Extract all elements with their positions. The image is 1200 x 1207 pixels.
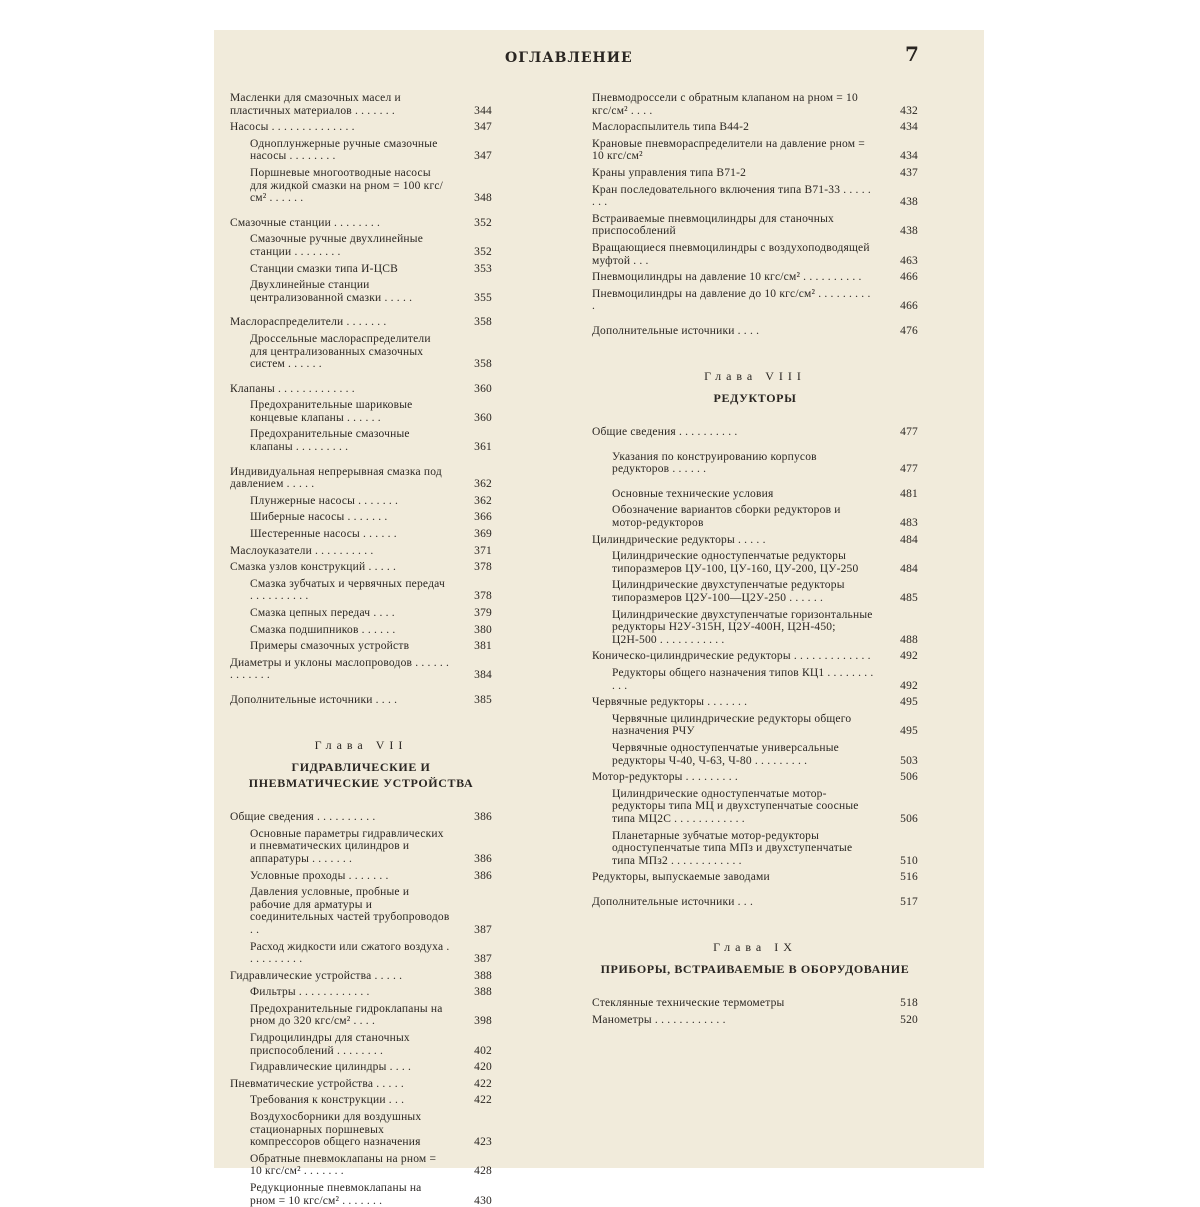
toc-entry-title: Смазка цепных передач . . . .	[250, 607, 395, 619]
toc-entry	[230, 1078, 492, 1091]
toc-entry-page: 386	[474, 852, 492, 865]
toc-entry	[592, 696, 918, 709]
toc-entry	[230, 970, 492, 983]
toc-entry-title: Гидроцилиндры для станочных приспособлений . . . . . . . .	[250, 1032, 410, 1057]
toc-entry	[230, 941, 492, 966]
toc-entry	[592, 242, 918, 267]
toc-entry	[592, 426, 918, 439]
toc-entry-title: Насосы . . . . . . . . . . . . . .	[230, 121, 355, 134]
toc-entry-page: 398	[474, 1015, 492, 1028]
toc-entry	[592, 667, 918, 692]
toc-entry	[230, 263, 492, 276]
toc-list-left	[230, 92, 492, 707]
toc-entry-page: 463	[900, 254, 918, 267]
toc-entry-title: Основные параметры гидравлических и пневматических цилиндров и аппаратуры . . . . . . .	[250, 827, 444, 865]
toc-entry-page: 347	[474, 150, 492, 163]
toc-entry-title: Цилиндрические двухступенчатые горизонтальные редукторы Н2У-315Н, Ц2У-400Н, Ц2Н-450; Ц2Н-500 . . . . . . . . . . .	[612, 608, 873, 646]
toc-entry-title: Предохранительные гидроклапаны на pном до 320 кгс/см² . . . .	[250, 1002, 443, 1028]
toc-entry	[592, 271, 918, 284]
toc-entry	[230, 886, 492, 936]
toc-entry-title: Смазочные ручные двухлинейные станции . . . . . . . .	[250, 233, 424, 258]
toc-entry	[592, 997, 918, 1010]
toc-entry-title: Маслораспылитель типа В44-2	[592, 121, 750, 134]
toc-entry-title: Маслораспределители . . . . . . .	[230, 316, 387, 329]
toc-entry-page: 434	[900, 121, 918, 134]
toc-entry	[230, 811, 492, 824]
toc-entry	[592, 650, 918, 663]
toc-entry-title: Предохранительные шариковые концевые клапаны . . . . . .	[250, 399, 413, 424]
toc-entry-title: Индивидуальная непрерывная смазка под давлением . . . . .	[230, 465, 442, 491]
toc-entry-page: 438	[900, 225, 918, 238]
toc-entry	[592, 138, 918, 163]
toc-entry	[230, 828, 492, 866]
toc-entry	[230, 279, 492, 304]
toc-entry-title: Планетарные зубчатые мотор-редукторы одноступенчатые типа МПз и двухступенчатые типа МПз2 . . . . . . . . . . . .	[612, 829, 853, 867]
toc-entry-title: Общие сведения . . . . . . . . . .	[592, 426, 738, 439]
toc-entry-title: Пневмодроссели с обратным клапаном на pном = 10 кгс/см² . . . .	[592, 92, 858, 117]
chapter-7-title: ГИДРАВЛИЧЕСКИЕ И ПНЕВМАТИЧЕСКИЕ УСТРОЙСТВА	[248, 760, 474, 791]
toc-entry	[230, 138, 492, 163]
toc-entry-page: 385	[474, 693, 492, 706]
toc-entry-page: 510	[900, 854, 918, 867]
toc-entry-page: 362	[474, 478, 492, 491]
toc-entry-page: 484	[900, 562, 918, 575]
toc-entry	[230, 657, 492, 682]
toc-entry	[230, 1111, 492, 1149]
toc-entry	[592, 451, 918, 476]
toc-entry-page: 432	[900, 104, 918, 117]
chapter-8-label: Глава VIII	[704, 368, 806, 383]
toc-entry-page: 387	[474, 953, 492, 966]
toc-entry	[592, 488, 918, 501]
toc-entry-page: 379	[474, 607, 492, 619]
toc-entry-page: 481	[900, 487, 918, 500]
toc-entry-page: 506	[900, 771, 918, 784]
chapter-9-label: Глава IX	[713, 939, 797, 954]
toc-entry-title: Обозначение вариантов сборки редукторов и мотор-редукторов	[612, 504, 841, 530]
toc-entry	[230, 1032, 492, 1057]
toc-entry-title: Гидравлические устройства . . . . .	[230, 969, 403, 982]
toc-entry	[230, 316, 492, 329]
toc-entry	[592, 609, 918, 647]
toc-entry-page: 381	[474, 640, 492, 653]
toc-entry-page: 495	[900, 696, 918, 709]
toc-entry-title: Краны управления типа В71-2	[592, 166, 747, 179]
toc-list-right-2	[592, 426, 918, 908]
toc-entry-page: 360	[474, 411, 492, 424]
toc-entry-page: 388	[474, 969, 492, 982]
toc-entry	[592, 504, 918, 529]
toc-entry	[592, 742, 918, 767]
toc-entry-title: Общие сведения . . . . . . . . . .	[230, 811, 376, 824]
toc-entry-page: 360	[474, 382, 492, 395]
toc-entry-title: Указания по конструированию корпусов редукторов . . . . . .	[612, 450, 817, 476]
chapter-7-label: Глава VII	[314, 737, 408, 752]
toc-entry-page: 384	[474, 669, 492, 682]
toc-entry-page: 355	[474, 291, 492, 304]
toc-entry-title: Смазочные станции . . . . . . . .	[230, 216, 381, 229]
toc-entry-page: 362	[474, 494, 492, 507]
toc-entry-page: 348	[474, 192, 492, 205]
toc-entry	[592, 167, 918, 180]
toc-entry-page: 430	[474, 1194, 492, 1207]
toc-entry-title: Требования к конструкции . . .	[250, 1094, 405, 1107]
toc-entry	[592, 121, 918, 134]
toc-entry-page: 353	[474, 262, 492, 275]
toc-entry	[230, 694, 492, 707]
toc-entry-title: Крановые пневмораспределители на давление pном = 10 кгс/см²	[592, 137, 865, 163]
chapter-9-title: ПРИБОРЫ, ВСТРАИВАЕМЫЕ В ОБОРУДОВАНИЕ	[600, 962, 910, 977]
toc-entry-page: 386	[474, 811, 492, 824]
toc-entry	[230, 578, 492, 603]
toc-entry-page: 386	[474, 869, 492, 882]
toc-entry	[230, 1003, 492, 1028]
toc-entry-title: Шиберные насосы . . . . . . .	[250, 511, 388, 524]
toc-entry	[230, 399, 492, 424]
toc-entry	[592, 288, 918, 313]
toc-entry	[230, 545, 492, 558]
toc-entry	[230, 624, 492, 637]
toc-entry	[230, 561, 492, 574]
toc-entry-title: Редукторы, выпускаемые заводами	[592, 871, 770, 884]
toc-entry	[592, 1014, 918, 1027]
toc-entry	[230, 333, 492, 371]
toc-entry-title: Клапаны . . . . . . . . . . . . .	[230, 382, 355, 395]
toc-entry-page: 483	[900, 517, 918, 530]
toc-entry	[230, 233, 492, 258]
toc-entry-page: 378	[474, 590, 492, 603]
toc-entry	[230, 92, 492, 117]
toc-entry-page: 371	[474, 544, 492, 557]
toc-entry	[230, 1061, 492, 1074]
toc-entry-title: Расход жидкости или сжатого воздуха . . . . . . . . . .	[250, 940, 450, 966]
toc-entry-title: Редукционные пневмоклапаны на pном = 10 кгс/см² . . . . . . .	[250, 1182, 422, 1207]
toc-entry	[230, 167, 492, 205]
toc-entry	[230, 495, 492, 508]
toc-entry-page: 476	[900, 324, 918, 337]
page-header-title: ОГЛАВЛЕНИЕ	[505, 50, 633, 66]
toc-entry-title: Цилиндрические редукторы . . . . .	[592, 533, 766, 546]
toc-entry-page: 477	[900, 426, 918, 439]
toc-entry-page: 484	[900, 533, 918, 546]
toc-entry-title: Стеклянные технические термометры	[592, 997, 785, 1010]
toc-entry	[230, 466, 492, 491]
toc-entry-title: Пневмоцилиндры на давление до 10 кгс/см² . . . . . . . . . .	[592, 287, 871, 313]
toc-entry-title: Цилиндрические одноступенчатые редукторы типоразмеров ЦУ-100, ЦУ-160, ЦУ-200, ЦУ-250	[612, 550, 859, 575]
toc-right-column	[592, 88, 918, 1026]
toc-list-left-2	[230, 811, 492, 1207]
toc-entry-title: Гидравлические цилиндры . . . .	[250, 1061, 412, 1074]
toc-entry-title: Поршневые многоотводные насосы для жидкой смазки на pном = 100 кгс/см² . . . . . .	[250, 166, 444, 205]
toc-entry	[592, 325, 918, 338]
toc-entry-title: Пневматические устройства . . . . .	[230, 1077, 404, 1090]
toc-entry-page: 492	[900, 679, 918, 692]
toc-entry-title: Смазка подшипников . . . . . .	[250, 623, 396, 636]
toc-entry-page: 477	[900, 463, 918, 476]
toc-entry	[230, 986, 492, 999]
toc-entry	[592, 184, 918, 209]
toc-entry	[592, 713, 918, 738]
toc-entry-title: Смазка узлов конструкций . . . . .	[230, 561, 397, 574]
toc-entry	[592, 788, 918, 826]
toc-entry	[230, 1182, 492, 1207]
toc-entry	[230, 217, 492, 230]
toc-entry	[230, 1094, 492, 1107]
toc-entry-page: 428	[474, 1165, 492, 1178]
toc-entry-title: Дополнительные источники . . . .	[230, 693, 398, 706]
toc-entry	[230, 640, 492, 653]
toc-entry-page: 423	[474, 1136, 492, 1149]
toc-entry	[230, 383, 492, 396]
toc-entry	[592, 92, 918, 117]
toc-entry	[592, 579, 918, 604]
toc-entry-page: 503	[900, 754, 918, 767]
toc-entry-page: 495	[900, 725, 918, 738]
toc-entry-page: 387	[474, 923, 492, 936]
toc-entry	[230, 528, 492, 541]
toc-entry	[592, 771, 918, 784]
toc-entry-page: 361	[474, 441, 492, 454]
toc-entry-page: 488	[900, 633, 918, 646]
toc-entry-page: 485	[900, 592, 918, 605]
toc-entry-title: Предохранительные смазочные клапаны . . . . . . . . .	[250, 428, 410, 454]
toc-entry-title: Маслоуказатели . . . . . . . . . .	[230, 544, 374, 557]
toc-entry-page: 466	[900, 271, 918, 284]
toc-entry-page: 402	[474, 1044, 492, 1057]
toc-entry-title: Червячные цилиндрические редукторы общего назначения РЧУ	[612, 712, 852, 738]
toc-entry-title: Двухлинейные станции централизованной смазки . . . . .	[250, 279, 413, 304]
toc-entry	[230, 1153, 492, 1178]
toc-entry-title: Манометры . . . . . . . . . . . .	[592, 1013, 726, 1026]
toc-entry-page: 434	[900, 150, 918, 163]
toc-entry-page: 492	[900, 650, 918, 663]
toc-entry-page: 347	[474, 121, 492, 134]
toc-entry-title: Условные проходы . . . . . . .	[250, 869, 389, 882]
toc-entry-title: Мотор-редукторы . . . . . . . . .	[592, 771, 738, 784]
toc-entry-page: 438	[900, 196, 918, 209]
toc-entry-page: 518	[900, 997, 918, 1010]
toc-entry	[592, 830, 918, 868]
toc-entry	[230, 870, 492, 883]
toc-entry-title: Воздухосборники для воздушных стационарных поршневых компрессоров общего назначения	[250, 1111, 422, 1149]
toc-entry-title: Шестеренные насосы . . . . . .	[250, 528, 397, 541]
toc-entry-title: Масленки для смазочных масел и пластичных материалов . . . . . . .	[230, 92, 401, 117]
toc-list-right	[592, 92, 918, 338]
toc-entry	[592, 534, 918, 547]
toc-entry-title: Червячные одноступенчатые универсальные редукторы Ч-40, Ч-63, Ч-80 . . . . . . . . .	[612, 741, 839, 767]
toc-entry-title: Обратные пневмоклапаны на pном = 10 кгс/см² . . . . . . .	[250, 1152, 437, 1178]
toc-entry	[230, 511, 492, 524]
toc-entry-title: Коническо-цилиндрические редукторы . . . . . . . . . . . . .	[592, 650, 871, 663]
toc-entry	[230, 607, 492, 620]
toc-entry-page: 422	[474, 1094, 492, 1107]
toc-entry-page: 369	[474, 528, 492, 541]
toc-entry-page: 352	[474, 216, 492, 229]
toc-entry-page: 466	[900, 300, 918, 313]
toc-entry-title: Плунжерные насосы . . . . . . .	[250, 494, 399, 507]
toc-entry-title: Дополнительные источники . . .	[592, 895, 754, 908]
toc-entry-title: Встраиваемые пневмоцилиндры для станочных приспособлений	[592, 212, 835, 238]
toc-entry-page: 344	[474, 104, 492, 117]
toc-entry-page: 366	[474, 511, 492, 524]
toc-entry	[230, 428, 492, 453]
toc-entry-title: Вращающиеся пневмоцилиндры с воздухоподводящей муфтой . . .	[592, 241, 870, 267]
toc-entry-title: Фильтры . . . . . . . . . . . .	[250, 986, 370, 999]
toc-entry-title: Дроссельные маслораспределители для централизованных смазочных систем . . . . . .	[250, 332, 431, 371]
toc-entry-title: Кран последовательного включения типа В71-33 . . . . . . . .	[592, 183, 871, 209]
toc-entry-page: 388	[474, 986, 492, 999]
toc-entry-page: 358	[474, 358, 492, 371]
toc-entry-page: 380	[474, 623, 492, 636]
toc-entry	[592, 871, 918, 884]
toc-entry	[592, 213, 918, 238]
toc-entry	[592, 550, 918, 575]
toc-entry-page: 352	[474, 245, 492, 258]
toc-entry-page: 520	[900, 1013, 918, 1026]
toc-entry-page: 420	[474, 1061, 492, 1074]
toc-list-right-3	[592, 997, 918, 1026]
toc-entry-title: Пневмоцилиндры на давление 10 кгс/см² . . . . . . . . . .	[592, 271, 862, 284]
chapter-8-title: РЕДУКТОРЫ	[713, 391, 797, 406]
toc-entry-page: 517	[900, 895, 918, 908]
toc-entry-page: 437	[900, 166, 918, 179]
toc-entry-title: Давления условные, пробные и рабочие для арматуры и соединительных частей трубопроводов . .	[250, 886, 450, 936]
page-number: 7	[905, 42, 919, 66]
toc-entry-title: Одноплунжерные ручные смазочные насосы . . . . . . . .	[250, 137, 438, 163]
toc-entry-title: Основные технические условия	[612, 487, 774, 500]
toc-entry-title: Цилиндрические двухступенчатые редукторы типоразмеров Ц2У-100—Ц2У-250 . . . . . .	[612, 579, 845, 605]
toc-entry-title: Червячные редукторы . . . . . . .	[592, 696, 748, 709]
toc-entry	[592, 896, 918, 909]
toc-entry-page: 516	[900, 871, 918, 884]
toc-entry-page: 358	[474, 316, 492, 329]
toc-left-column	[230, 88, 492, 1207]
toc-entry-page: 378	[474, 561, 492, 574]
toc-entry-title: Диаметры и уклоны маслопроводов . . . . . . . . . . . . .	[230, 656, 450, 682]
toc-entry-title: Дополнительные источники . . . .	[592, 324, 760, 337]
toc-entry-page: 506	[900, 812, 918, 825]
toc-entry	[230, 121, 492, 134]
toc-entry-title: Примеры смазочных устройств	[250, 640, 410, 653]
toc-entry-title: Станции смазки типа И-ЦСВ	[250, 262, 398, 275]
toc-entry-title: Смазка зубчатых и червячных передач . . . . . . . . . .	[250, 577, 445, 603]
toc-entry-title: Цилиндрические одноступенчатые мотор-редукторы типа МЦ и двухступенчатые соосные типа МЦ2С . . . . . . . . . . . .	[612, 787, 859, 825]
toc-entry-title: Редукторы общего назначения типов КЦ1 . . . . . . . . . . .	[612, 667, 874, 692]
toc-entry-page: 422	[474, 1077, 492, 1090]
